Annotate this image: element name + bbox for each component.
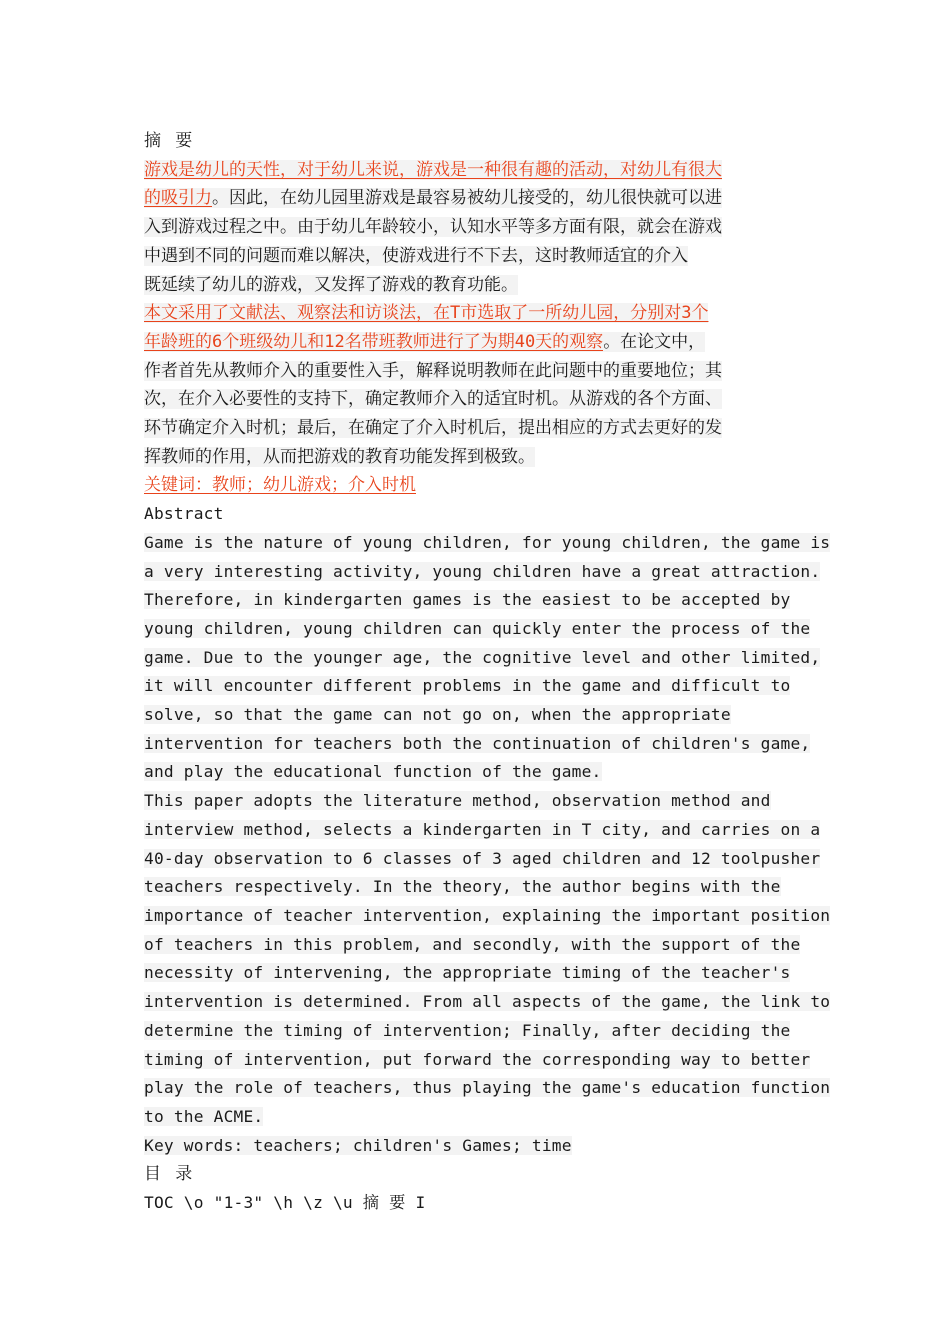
paragraph-text: it will encounter different problems in the game and difficult to	[144, 676, 791, 696]
abstract-en-keywords-line	[144, 1132, 814, 1161]
paragraph-text: 挥教师的作用，从而把游戏的教育功能发挥到极致。	[144, 446, 535, 467]
abstract-en-heading: Abstract	[144, 504, 224, 524]
keywords-en: Key words: teachers; children's Games; time	[144, 1135, 572, 1155]
abstract-cn-p2-line5	[144, 414, 814, 443]
paragraph-text: and play the educational function of the game.	[144, 762, 602, 782]
toc-field-code: TOC \o "1-3" \h \z \u 摘 要 I	[144, 1193, 426, 1213]
abstract-en-line	[144, 758, 814, 787]
abstract-en-line	[144, 959, 814, 988]
abstract-cn-p2-line1	[144, 299, 814, 328]
abstract-en-line	[144, 529, 831, 558]
abstract-en-line	[144, 988, 831, 1017]
toc-heading: 目 录	[144, 1164, 195, 1185]
abstract-cn-p2-line4	[144, 385, 814, 414]
paragraph-text: 中遇到不同的问题而难以解决，使游戏进行不下去，这时教师适宜的介入	[144, 245, 688, 266]
abstract-en-line	[144, 558, 821, 587]
abstract-cn-p2-line6	[144, 443, 814, 472]
paragraph-text: 既延续了幼儿的游戏，又发挥了游戏的教育功能。	[144, 274, 518, 295]
abstract-en-line	[144, 1046, 814, 1075]
paragraph-text: intervention is determined. From all aspects of the game, the link to	[144, 992, 831, 1012]
abstract-cn-p1-line3	[144, 213, 814, 242]
paragraph-text: interview method, selects a kindergarten in T city, and carries on a	[144, 819, 821, 839]
paragraph-text: Therefore, in kindergarten games is the easiest to be accepted by	[144, 590, 791, 610]
paragraph-text: 作者首先从教师介入的重要性入手，解释说明教师在此问题中的重要地位；其	[144, 360, 722, 381]
abstract-en-line	[144, 730, 814, 759]
paragraph-text: necessity of intervening, the appropriate timing of the teacher's	[144, 963, 791, 983]
paragraph-text: Game is the nature of young children, for young children, the game is	[144, 532, 831, 552]
abstract-en-line	[144, 902, 831, 931]
paragraph-text: 。在论文中，	[603, 331, 706, 352]
highlighted-sentence: 的吸引力	[144, 188, 212, 209]
abstract-cn-p1-line2	[144, 184, 814, 213]
paragraph-text: solve, so that the game can not go on, when the appropriate	[144, 705, 731, 725]
abstract-en-line	[144, 931, 814, 960]
paragraph-text: 。因此，在幼儿园里游戏是最容易被幼儿接受的，幼儿很快就可以进	[212, 188, 722, 209]
abstract-cn-p2-line3	[144, 357, 814, 386]
abstract-en-line	[144, 586, 814, 615]
abstract-cn-keywords-line	[144, 471, 814, 500]
keywords-cn: 关键词：教师；幼儿游戏；介入时机	[144, 475, 416, 496]
abstract-en-line	[144, 816, 821, 845]
paragraph-text: 环节确定介入时机；最后，在确定了介入时机后，提出相应的方式去更好的发	[144, 418, 722, 439]
paragraph-text: This paper adopts the literature method, observation method and	[144, 791, 771, 811]
abstract-en-line	[144, 644, 821, 673]
abstract-en-line	[144, 845, 821, 874]
abstract-cn-p1-line5	[144, 271, 814, 300]
abstract-cn-heading: 摘 要	[144, 131, 195, 151]
paragraph-text: determine the timing of intervention; Finally, after deciding the	[144, 1020, 791, 1040]
paragraph-text: 次，在介入必要性的支持下，确定教师介入的适宜时机。从游戏的各个方面、	[144, 389, 722, 410]
highlighted-sentence: 年龄班的6个班级幼儿和12名带班教师进行了为期40天的观察	[144, 331, 604, 352]
paragraph-text: a very interesting activity, young children have a great attraction.	[144, 561, 821, 581]
paragraph-text: to the ACME.	[144, 1106, 264, 1126]
paragraph-text: young children, young children can quickly enter the process of the	[144, 618, 811, 638]
highlighted-sentence: 游戏是幼儿的天性，对于幼儿来说，游戏是一种很有趣的活动，对幼儿有很大	[144, 159, 722, 180]
abstract-en-line	[144, 1017, 814, 1046]
abstract-en-line	[144, 672, 814, 701]
abstract-en-line	[144, 615, 814, 644]
paragraph-text: of teachers in this problem, and secondly, with the support of the	[144, 934, 801, 954]
paragraph-text: importance of teacher intervention, explaining the important position	[144, 905, 831, 925]
abstract-en-line	[144, 1103, 814, 1132]
abstract-en-line	[144, 1074, 831, 1103]
abstract-en-line	[144, 787, 814, 816]
paragraph-text: game. Due to the younger age, the cognitive level and other limited,	[144, 647, 821, 667]
paragraph-text: 40-day observation to 6 classes of 3 aged children and 12 toolpusher	[144, 848, 821, 868]
paragraph-text: 入到游戏过程之中。由于幼儿年龄较小，认知水平等多方面有限，就会在游戏	[144, 217, 722, 238]
abstract-en-line	[144, 701, 814, 730]
abstract-cn-p1-line4	[144, 242, 814, 271]
highlighted-sentence: 本文采用了文献法、观察法和访谈法，在T市选取了一所幼儿园，分别对3个	[144, 303, 709, 324]
paragraph-text: play the role of teachers, thus playing the game's education function	[144, 1078, 831, 1098]
paragraph-text: teachers respectively. In the theory, the author begins with the	[144, 877, 781, 897]
abstract-cn-p2-line2	[144, 328, 814, 357]
paragraph-text: timing of intervention, put forward the corresponding way to better	[144, 1049, 811, 1069]
abstract-en-line	[144, 873, 814, 902]
abstract-cn-p1-line1	[144, 156, 814, 185]
document-page	[144, 127, 831, 1218]
paragraph-text: intervention for teachers both the continuation of children's game,	[144, 733, 811, 753]
